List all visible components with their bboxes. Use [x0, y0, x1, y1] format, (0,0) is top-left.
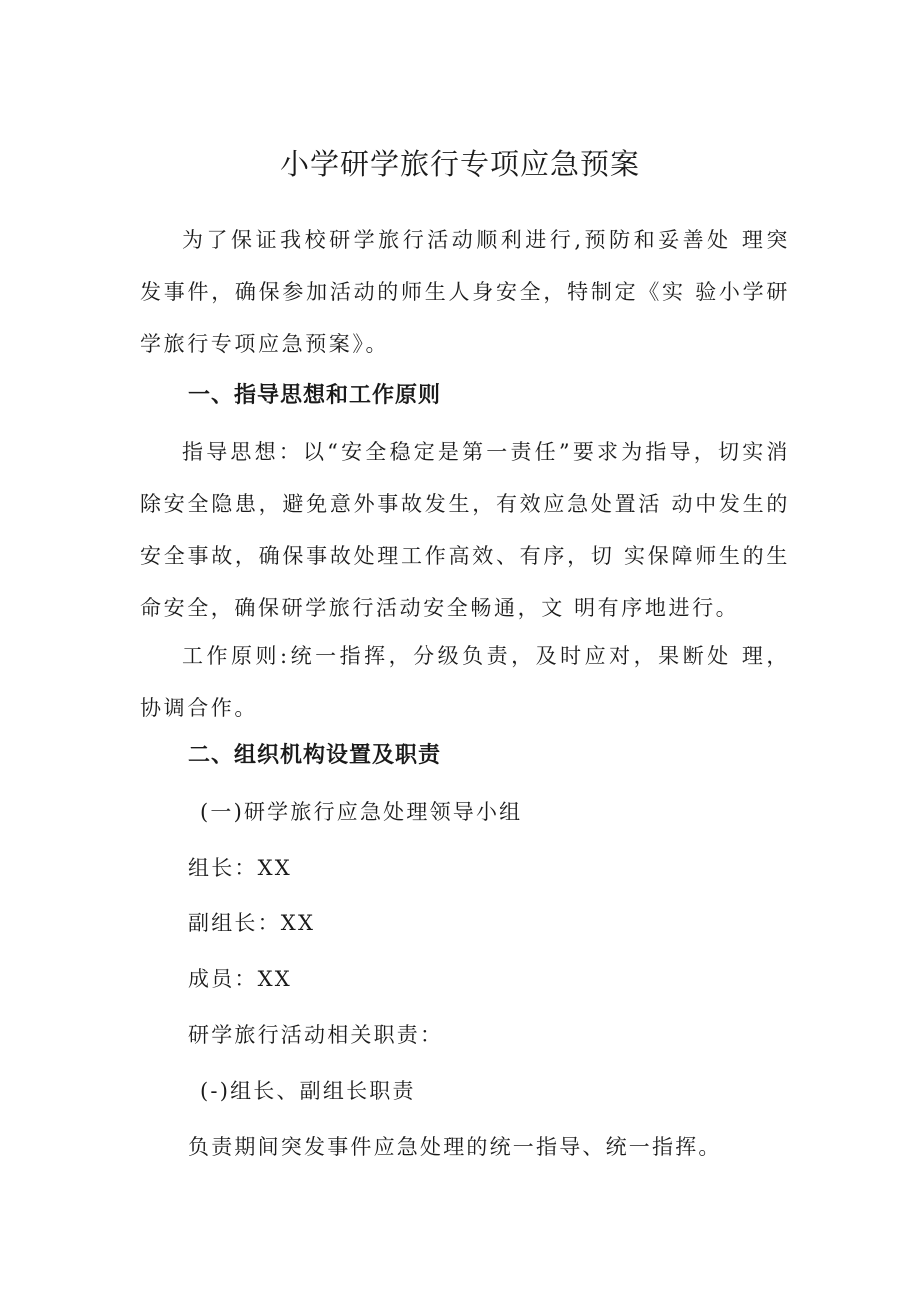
- members-line: 成员：XX: [188, 967, 292, 991]
- document-title: 小学研学旅行专项应急预案: [279, 147, 640, 181]
- intro-paragraph: 为了保证我校研学旅行活动顺利进行,预防和妥善处 理突发事件，确保参加活动的师生人身安全，特制定《实 验小学研学旅行专项应急预案》。: [140, 228, 790, 356]
- duty-subtitle-line: (-)组长、副组长职责: [200, 1079, 416, 1103]
- duty-text-line: 负责期间突发事件应急处理的统一指导、统一指挥。: [188, 1135, 722, 1159]
- duties-intro-line: 研学旅行活动相关职责：: [188, 1023, 444, 1047]
- group-leader-line: 组长：XX: [188, 856, 292, 880]
- leading-group-title: (一)研学旅行应急处理领导小组: [200, 800, 523, 824]
- section-1-heading: 一、指导思想和工作原则: [188, 383, 442, 408]
- working-principle-paragraph: 工作原则:统一指挥，分级负责，及时应对，果断处 理，协调合作。: [140, 644, 790, 720]
- section-2-heading: 二、组织机构设置及职责: [188, 743, 442, 768]
- deputy-leader-line: 副组长：XX: [188, 911, 316, 935]
- guiding-thought-paragraph: 指导思想：以“安全稳定是第一责任”要求为指导，切实消除安全隐患，避免意外事故发生，有效应急处置活 动中发生的安全事故，确保事故处理工作高效、有序，切 实保障师生的生命安全，确保研学旅行活动安全畅通，文 明有序地进行。: [140, 440, 790, 620]
